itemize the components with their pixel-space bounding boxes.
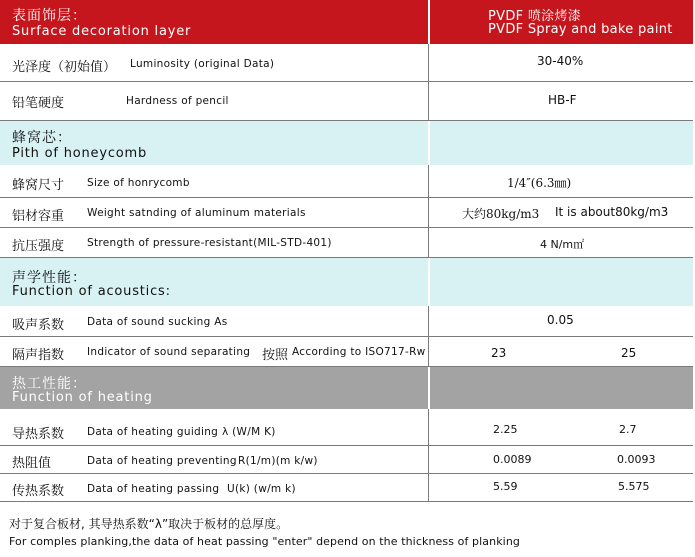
- row-label-cn: 导热系数: [12, 427, 65, 442]
- section-header-honeycomb: [0, 121, 693, 165]
- section-title-en: Function of heating: [12, 390, 153, 405]
- table-row: [0, 409, 693, 446]
- footnote-cn: 对于复合板材, 其导热系数“λ”取决于板材的总厚度。: [9, 517, 289, 531]
- row-label-en: Luminosity (original Data): [130, 58, 275, 70]
- row-label-cn: 抗压强度: [12, 239, 65, 254]
- table-row: [0, 82, 693, 121]
- row-value-b: 2.7: [619, 423, 637, 436]
- table-header: [0, 0, 693, 44]
- row-label-cn: 隔声指数: [12, 348, 65, 363]
- row-value-b: 5.575: [618, 480, 650, 493]
- section-header-heating: [0, 367, 693, 409]
- row-label-cn: 蜂窝尺寸: [12, 178, 65, 193]
- row-value-a: 0.0089: [493, 453, 532, 466]
- row-label-en: Indicator of sound separating: [87, 346, 251, 358]
- row-label-cn: 传热系数: [12, 484, 65, 499]
- row-value-b: 25: [621, 346, 637, 360]
- row-value-en: It is about80kg/m3: [555, 205, 669, 219]
- row-label-en: Weight satnding of aluminum materials: [87, 207, 306, 219]
- table-row: [0, 165, 693, 198]
- row-value-cn: 大约80kg/m3: [462, 207, 540, 221]
- header-left-cell: [0, 0, 428, 44]
- row-label-en: Size of honrycomb: [87, 177, 190, 189]
- row-unit: λ (W/M K): [222, 426, 276, 438]
- row-label-en-2: According to ISO717-Rw: [292, 346, 426, 358]
- header-left-cn: 表面饰层：: [12, 8, 87, 24]
- table-row: [0, 44, 693, 82]
- row-label-cn: 吸声系数: [12, 318, 65, 333]
- table-row: [0, 337, 693, 367]
- row-value-a: 5.59: [493, 480, 518, 493]
- table-row: [0, 198, 693, 228]
- row-unit: R(1/m)(m k/w): [238, 455, 318, 467]
- row-label-cn: 热阻值: [12, 456, 52, 471]
- row-value-a: 23: [491, 346, 507, 360]
- row-value: 1/4″(6.3㎜): [507, 176, 572, 190]
- table-row: [0, 228, 693, 258]
- header-right-line2: PVDF Spray and bake paint: [488, 22, 673, 37]
- row-value: HB-F: [548, 93, 577, 107]
- row-label-en: Data of sound sucking As: [87, 316, 228, 328]
- row-value: 0.05: [547, 313, 574, 327]
- row-value-a: 2.25: [493, 423, 518, 436]
- table-row: [0, 474, 693, 502]
- footnote-en: For comples planking,the data of heat passing "enter" depend on the thickness of planking: [9, 535, 520, 548]
- row-label-cn: 光泽度（初始值）: [12, 60, 117, 75]
- section-title-cn: 蜂窝芯：: [12, 130, 72, 146]
- row-label-cn-2: 按照: [262, 348, 289, 363]
- row-label-en: Hardness of pencil: [126, 95, 229, 107]
- header-left-en: Surface decoration layer: [12, 24, 192, 39]
- section-title-cn: 声学性能：: [12, 270, 87, 286]
- table-row: [0, 306, 693, 337]
- row-label-en: Strength of pressure-resistant(MIL-STD-401): [87, 237, 332, 249]
- row-value-b: 0.0093: [617, 453, 656, 466]
- row-label-cn: 铅笔硬度: [12, 96, 65, 111]
- section-title-cn: 热工性能：: [12, 376, 87, 392]
- header-right-line1: PVDF 喷涂烤漆: [488, 9, 582, 24]
- row-value: 4 N/m㎡: [540, 238, 585, 251]
- section-title-en: Pith of honeycomb: [12, 146, 148, 161]
- row-unit: U(k) (w/m k): [227, 483, 296, 495]
- header-right-cell: [430, 0, 693, 44]
- row-label-en: Data of heating preventing: [87, 455, 237, 467]
- row-label-en: Data of heating passing: [87, 483, 220, 495]
- row-label-en: Data of heating guiding: [87, 426, 219, 438]
- row-value: 30-40%: [537, 54, 584, 68]
- section-header-acoustics: [0, 258, 693, 306]
- section-title-en: Function of acoustics:: [12, 284, 171, 299]
- table-row: [0, 446, 693, 474]
- row-label-cn: 铝材容重: [12, 209, 65, 224]
